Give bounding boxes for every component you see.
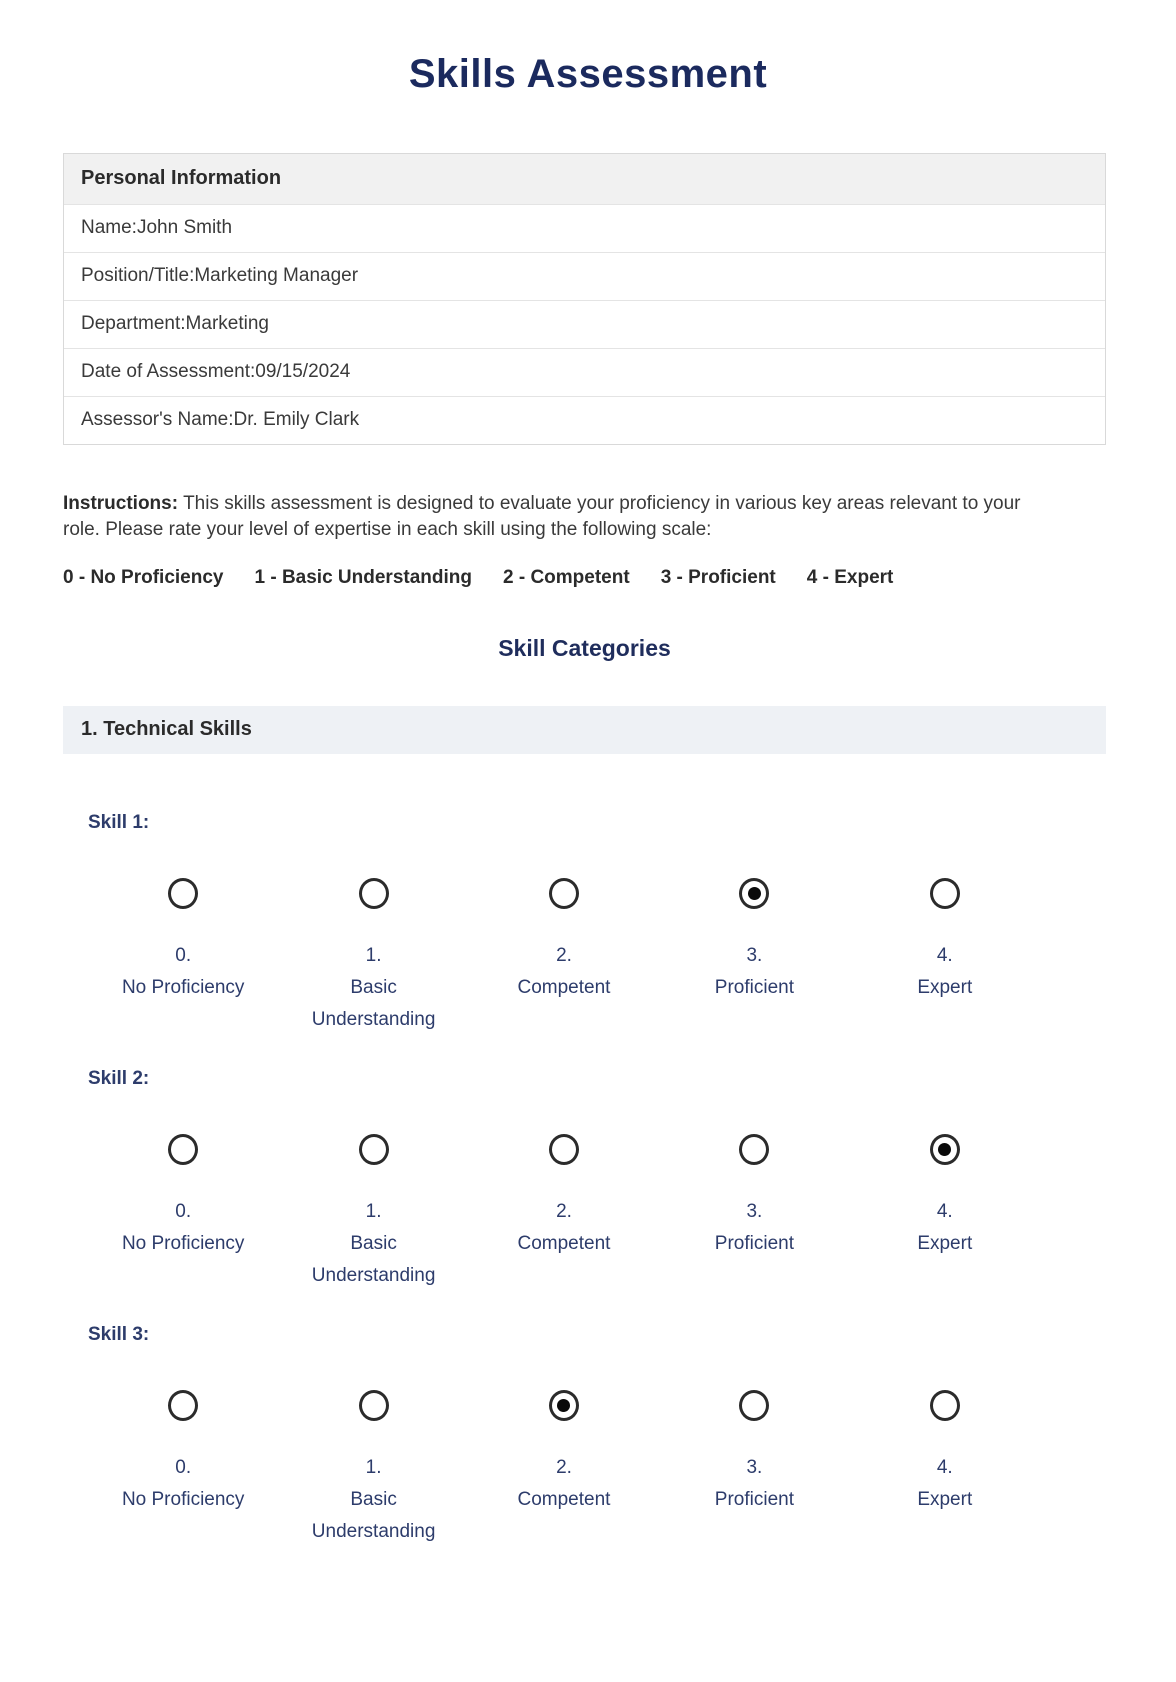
page-title: Skills Assessment (408, 52, 768, 96)
rating-option (850, 1390, 1040, 1548)
rating-option-name: Competent (517, 977, 611, 999)
rating-option-number: 1. (365, 1457, 382, 1479)
rating-radio-skill-1-option-0[interactable] (168, 878, 198, 909)
personal-info-row (64, 204, 1105, 252)
rating-option-name: Competent (517, 1489, 611, 1511)
scale-item-2: 2 - Competent (503, 567, 630, 589)
rating-radio-skill-2-option-0[interactable] (168, 1134, 198, 1165)
rating-option (88, 1134, 278, 1292)
rating-option-number: 2. (556, 1201, 572, 1223)
skill-1-rating-options-row (88, 878, 1040, 1036)
scale-item-3: 3 - Proficient (660, 567, 776, 589)
rating-option (469, 878, 659, 1036)
field-value: Dr. Emily Clark (233, 409, 360, 430)
instructions-body: This skills assessment is designed to evaluate your proficiency in various key areas relevant to your role. Please rate your level of expertise in each skill using the following scale: (63, 493, 1021, 541)
rating-option-name: Competent (517, 1233, 611, 1255)
personal-info-header: Personal Information (64, 154, 1105, 204)
rating-option-name: Proficient (714, 1489, 794, 1511)
rating-option (850, 878, 1040, 1036)
personal-info-row (64, 348, 1105, 396)
rating-option-name: No Proficiency (121, 1233, 245, 1255)
rating-option (659, 1390, 849, 1548)
rating-option-number: 4. (936, 1201, 953, 1223)
rating-option-name: Proficient (714, 1233, 794, 1255)
rating-radio-skill-3-option-3[interactable] (739, 1390, 769, 1421)
rating-option-number: 3. (746, 945, 763, 967)
skills-container (63, 812, 1106, 1548)
field-label: Assessor's Name: (81, 409, 234, 430)
skill-block (63, 1068, 1106, 1292)
field-label: Date of Assessment: (81, 361, 256, 382)
rating-option-number: 3. (746, 1457, 763, 1479)
rating-option-name: Expert (917, 1489, 973, 1511)
skill-2-label: Skill 2: (88, 1068, 150, 1090)
rating-radio-skill-3-option-2[interactable] (549, 1390, 579, 1421)
skill-1-label: Skill 1: (88, 812, 150, 834)
personal-info-table (63, 153, 1106, 445)
instructions-text (63, 491, 1038, 543)
rating-radio-skill-3-option-4[interactable] (930, 1390, 960, 1421)
rating-option (850, 1134, 1040, 1292)
rating-option (88, 1390, 278, 1548)
rating-radio-skill-1-option-4[interactable] (930, 878, 960, 909)
rating-option (469, 1134, 659, 1292)
skill-block (63, 1324, 1106, 1548)
rating-radio-skill-3-option-1[interactable] (359, 1390, 389, 1421)
rating-option (278, 1134, 468, 1292)
rating-option-name: Proficient (714, 977, 794, 999)
rating-option-number: 2. (556, 945, 572, 967)
rating-option-number: 0. (175, 1201, 192, 1223)
rating-radio-skill-2-option-1[interactable] (359, 1134, 389, 1165)
rating-option-number: 4. (936, 945, 953, 967)
rating-option-name: Expert (917, 977, 973, 999)
skill-3-rating-options-row (88, 1390, 1040, 1548)
rating-option-name: No Proficiency (121, 977, 245, 999)
rating-option-number: 4. (936, 1457, 953, 1479)
field-value: John Smith (136, 217, 233, 238)
scale-item-4: 4 - Expert (806, 567, 894, 589)
skill-block (63, 812, 1106, 1036)
field-label: Position/Title: (81, 265, 195, 286)
field-value: 09/15/2024 (255, 361, 351, 382)
instructions-label: Instructions: (63, 493, 179, 514)
rating-option-number: 0. (175, 1457, 192, 1479)
rating-radio-skill-2-option-2[interactable] (549, 1134, 579, 1165)
rating-radio-skill-3-option-0[interactable] (168, 1390, 198, 1421)
skill-categories-heading: Skill Categories (498, 635, 671, 662)
rating-option-name: Basic Understanding (311, 1489, 436, 1543)
rating-radio-skill-1-option-3[interactable] (739, 878, 769, 909)
rating-option-number: 0. (175, 945, 192, 967)
rating-option-number: 1. (365, 1201, 382, 1223)
rating-option-number: 2. (556, 1457, 572, 1479)
rating-option (659, 1134, 849, 1292)
rating-option (88, 878, 278, 1036)
rating-radio-skill-2-option-3[interactable] (739, 1134, 769, 1165)
skill-3-label: Skill 3: (88, 1324, 150, 1346)
rating-option (659, 878, 849, 1036)
personal-info-row (64, 252, 1105, 300)
rating-option-name: No Proficiency (121, 1489, 245, 1511)
rating-option-name: Basic Understanding (311, 1233, 436, 1287)
rating-option-number: 3. (746, 1201, 763, 1223)
field-value: Marketing Manager (194, 265, 359, 286)
skill-2-rating-options-row (88, 1134, 1040, 1292)
rating-option (278, 878, 468, 1036)
rating-option (278, 1390, 468, 1548)
rating-option-name: Basic Understanding (311, 977, 436, 1031)
rating-radio-skill-1-option-2[interactable] (549, 878, 579, 909)
field-value: Marketing (185, 313, 269, 334)
rating-scale-legend (63, 567, 1106, 589)
rating-option (469, 1390, 659, 1548)
scale-item-0: 0 - No Proficiency (63, 567, 224, 589)
personal-info-rows (64, 204, 1105, 444)
rating-radio-skill-1-option-1[interactable] (359, 878, 389, 909)
section-header-technical-skills: 1. Technical Skills (63, 706, 1106, 754)
personal-info-row (64, 396, 1105, 444)
field-label: Department: (81, 313, 186, 334)
rating-radio-skill-2-option-4[interactable] (930, 1134, 960, 1165)
document-page (0, 52, 1176, 1682)
scale-item-1: 1 - Basic Understanding (254, 567, 472, 589)
rating-option-number: 1. (365, 945, 382, 967)
content-area (63, 153, 1106, 1548)
field-label: Name: (81, 217, 137, 238)
rating-option-name: Expert (917, 1233, 973, 1255)
personal-info-row (64, 300, 1105, 348)
